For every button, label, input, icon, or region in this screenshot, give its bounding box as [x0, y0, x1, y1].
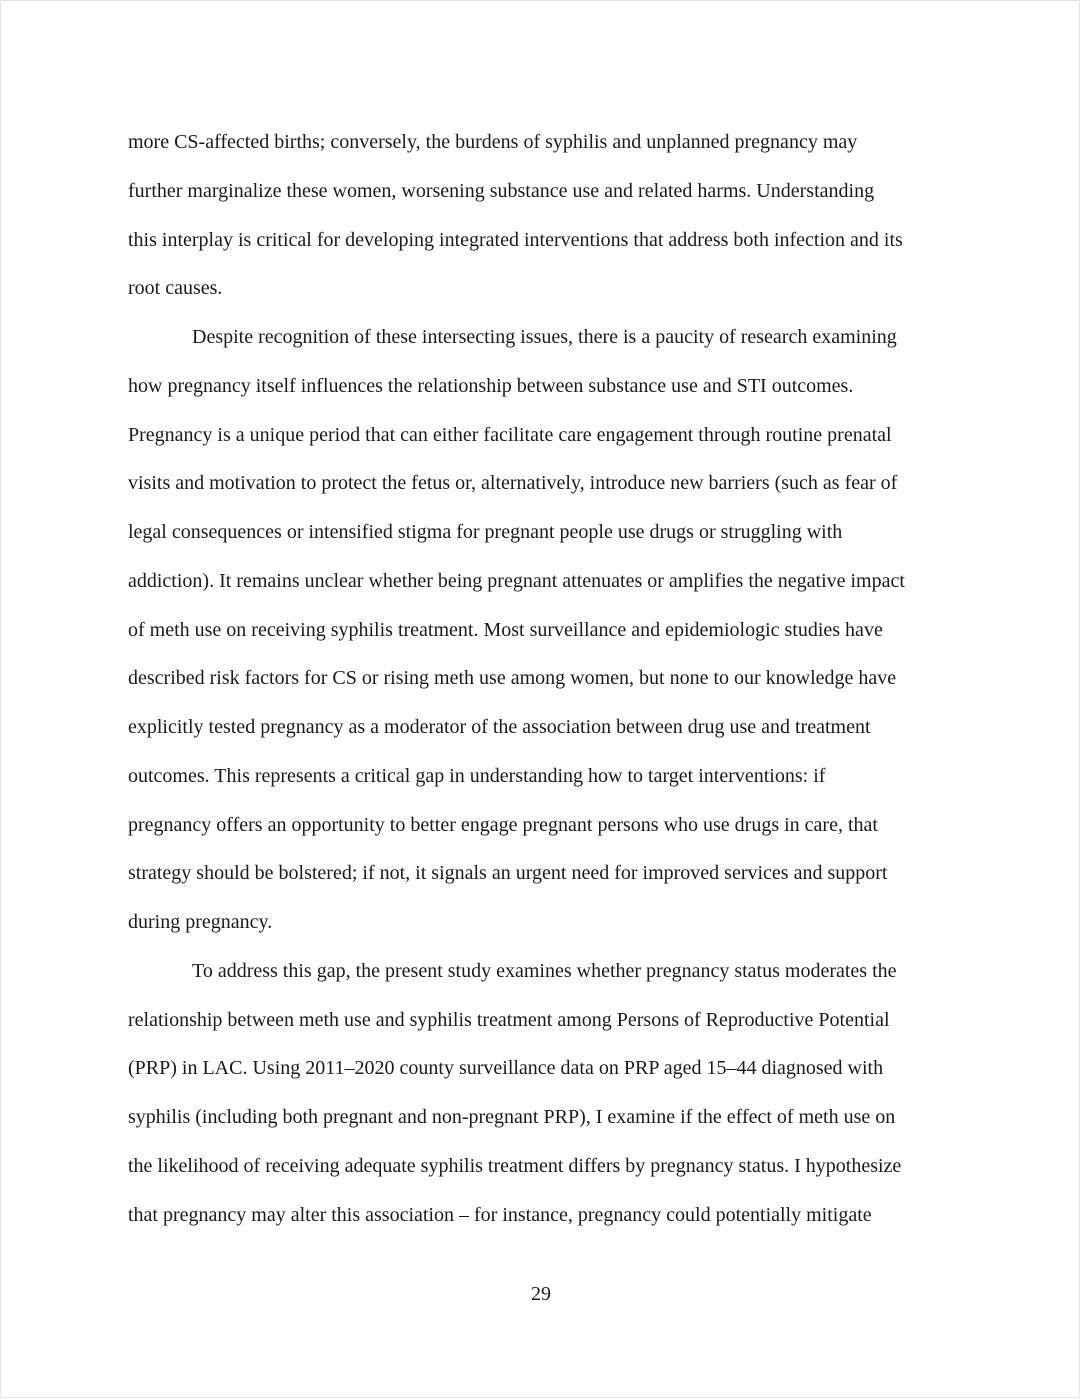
text-line: legal consequences or intensified stigma for pregnant people use drugs or struggling with — [128, 521, 843, 543]
text-line: pregnancy offers an opportunity to better engage pregnant persons who use drugs in care, that — [128, 813, 878, 836]
text-line: this interplay is critical for developing integrated interventions that address both infection and its — [128, 228, 903, 251]
page-number: 29 — [531, 1283, 551, 1305]
text-line: outcomes. This represents a critical gap in understanding how to target interventions: if — [128, 764, 826, 787]
text-line: described risk factors for CS or rising meth use among women, but none to our knowledge have — [128, 667, 897, 690]
text-line: of meth use on receiving syphilis treatment. Most surveillance and epidemiologic studies have — [128, 618, 883, 641]
text-line: further marginalize these women, worsening substance use and related harms. Understanding — [128, 179, 875, 202]
text-line: visits and motivation to protect the fetus or, alternatively, introduce new barriers (such as fear of — [128, 472, 898, 495]
text-line: during pregnancy. — [128, 911, 273, 933]
text-line: more CS-affected births; conversely, the burdens of syphilis and unplanned pregnancy may — [128, 131, 858, 153]
body-text — [128, 124, 954, 1245]
text-line: root causes. — [128, 277, 223, 300]
text-line: (PRP) in LAC. Using 2011–2020 county surveillance data on PRP aged 15–44 diagnosed with — [128, 1057, 884, 1080]
text-line: relationship between meth use and syphilis treatment among Persons of Reproductive Potential — [128, 1008, 890, 1031]
text-line: how pregnancy itself influences the relationship between substance use and STI outcomes. — [128, 374, 854, 397]
text-line: the likelihood of receiving adequate syphilis treatment differs by pregnancy status. I hypothesize — [128, 1154, 902, 1177]
text-line: that pregnancy may alter this association – for instance, pregnancy could potentially mitigate — [128, 1203, 872, 1226]
paragraph-first-line: Despite recognition of these intersecting issues, there is a paucity of research examining — [192, 326, 897, 348]
paragraph-first-line: To address this gap, the present study examines whether pregnancy status moderates the — [192, 959, 897, 982]
text-line: strategy should be bolstered; if not, it signals an urgent need for improved services and support — [128, 862, 888, 885]
text-line: Pregnancy is a unique period that can either facilitate care engagement through routine prenatal — [128, 423, 892, 446]
text-line: syphilis (including both pregnant and non-pregnant PRP), I examine if the effect of meth use on — [128, 1106, 896, 1128]
text-line: addiction). It remains unclear whether being pregnant attenuates or amplifies the negative impact — [128, 569, 905, 592]
text-line: explicitly tested pregnancy as a moderator of the association between drug use and treatment — [128, 716, 871, 738]
